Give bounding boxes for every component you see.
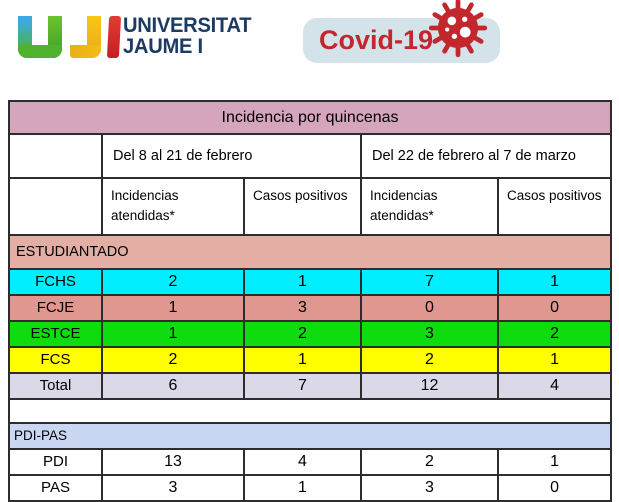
logo-u-bottom-bar bbox=[18, 45, 62, 58]
pas-casos-p2: 0 bbox=[498, 475, 611, 501]
fchs-incidencias-p1: 2 bbox=[102, 269, 244, 295]
logo-letter-i bbox=[107, 16, 121, 58]
fcs-casos-p2: 1 bbox=[498, 347, 611, 373]
university-wordmark bbox=[123, 15, 251, 57]
fcje-incidencias-p2: 0 bbox=[361, 295, 498, 321]
row-label-pas: PAS bbox=[9, 475, 102, 501]
estudiantado-section-label: ESTUDIANTADO bbox=[9, 235, 611, 269]
empty-corner-cell bbox=[9, 134, 102, 178]
period-header-feb8-21: Del 8 al 21 de febrero bbox=[102, 134, 361, 178]
row-label-estce: ESTCE bbox=[9, 321, 102, 347]
incidence-table bbox=[8, 100, 612, 502]
coronavirus-icon bbox=[424, 0, 492, 62]
table-row-fcje bbox=[9, 295, 611, 321]
section-header-estudiantado bbox=[9, 235, 611, 269]
section-header-pdi-pas bbox=[9, 423, 611, 449]
fcs-incidencias-p1: 2 bbox=[102, 347, 244, 373]
period-header-feb22-mar7: Del 22 de febrero al 7 de marzo bbox=[361, 134, 611, 178]
pdi-incidencias-p2: 2 bbox=[361, 449, 498, 475]
spacer-row bbox=[9, 399, 611, 423]
pdi-pas-section-label: PDI-PAS bbox=[9, 423, 611, 449]
column-header-incidencias-1: Incidencias atendidas* bbox=[102, 178, 244, 235]
fcje-casos-p1: 3 bbox=[244, 295, 361, 321]
logo-letter-u bbox=[18, 16, 62, 58]
fchs-casos-p1: 1 bbox=[244, 269, 361, 295]
pdi-casos-p2: 1 bbox=[498, 449, 611, 475]
spacer-cell bbox=[9, 399, 611, 423]
total-incidencias-p1: 6 bbox=[102, 373, 244, 399]
total-casos-p2: 4 bbox=[498, 373, 611, 399]
fcje-casos-p2: 0 bbox=[498, 295, 611, 321]
total-incidencias-p2: 12 bbox=[361, 373, 498, 399]
row-label-fchs: FCHS bbox=[9, 269, 102, 295]
column-header-casos-1: Casos positivos bbox=[244, 178, 361, 235]
pas-incidencias-p1: 3 bbox=[102, 475, 244, 501]
table-title-row bbox=[9, 101, 611, 134]
covid-19-badge-label: Covid-19 bbox=[319, 25, 434, 55]
estce-incidencias-p1: 1 bbox=[102, 321, 244, 347]
column-header-casos-2: Casos positivos bbox=[498, 178, 611, 235]
fchs-casos-p2: 1 bbox=[498, 269, 611, 295]
pas-incidencias-p2: 3 bbox=[361, 475, 498, 501]
table-row-total bbox=[9, 373, 611, 399]
table-row-pdi bbox=[9, 449, 611, 475]
table-row-fcs bbox=[9, 347, 611, 373]
row-label-total: Total bbox=[9, 373, 102, 399]
period-header-row bbox=[9, 134, 611, 178]
fcs-incidencias-p2: 2 bbox=[361, 347, 498, 373]
table-title: Incidencia por quincenas bbox=[9, 101, 611, 134]
estce-casos-p1: 2 bbox=[244, 321, 361, 347]
logo-letter-j bbox=[70, 16, 101, 58]
column-header-row bbox=[9, 178, 611, 235]
row-label-pdi: PDI bbox=[9, 449, 102, 475]
empty-corner-cell bbox=[9, 178, 102, 235]
logo-j-foot bbox=[70, 45, 101, 58]
university-name-line1: UNIVERSITAT bbox=[123, 14, 252, 37]
fchs-incidencias-p2: 7 bbox=[361, 269, 498, 295]
estce-incidencias-p2: 3 bbox=[361, 321, 498, 347]
table-row-fchs bbox=[9, 269, 611, 295]
table-row-estce bbox=[9, 321, 611, 347]
total-casos-p1: 7 bbox=[244, 373, 361, 399]
pdi-casos-p1: 4 bbox=[244, 449, 361, 475]
pas-casos-p1: 1 bbox=[244, 475, 361, 501]
column-header-incidencias-2: Incidencias atendidas* bbox=[361, 178, 498, 235]
estce-casos-p2: 2 bbox=[498, 321, 611, 347]
row-label-fcs: FCS bbox=[9, 347, 102, 373]
fcje-incidencias-p1: 1 bbox=[102, 295, 244, 321]
row-label-fcje: FCJE bbox=[9, 295, 102, 321]
pdi-incidencias-p1: 13 bbox=[102, 449, 244, 475]
page-header bbox=[0, 0, 619, 98]
uji-logo bbox=[18, 16, 120, 58]
fcs-casos-p1: 1 bbox=[244, 347, 361, 373]
university-name-line2: JAUME I bbox=[123, 35, 203, 58]
